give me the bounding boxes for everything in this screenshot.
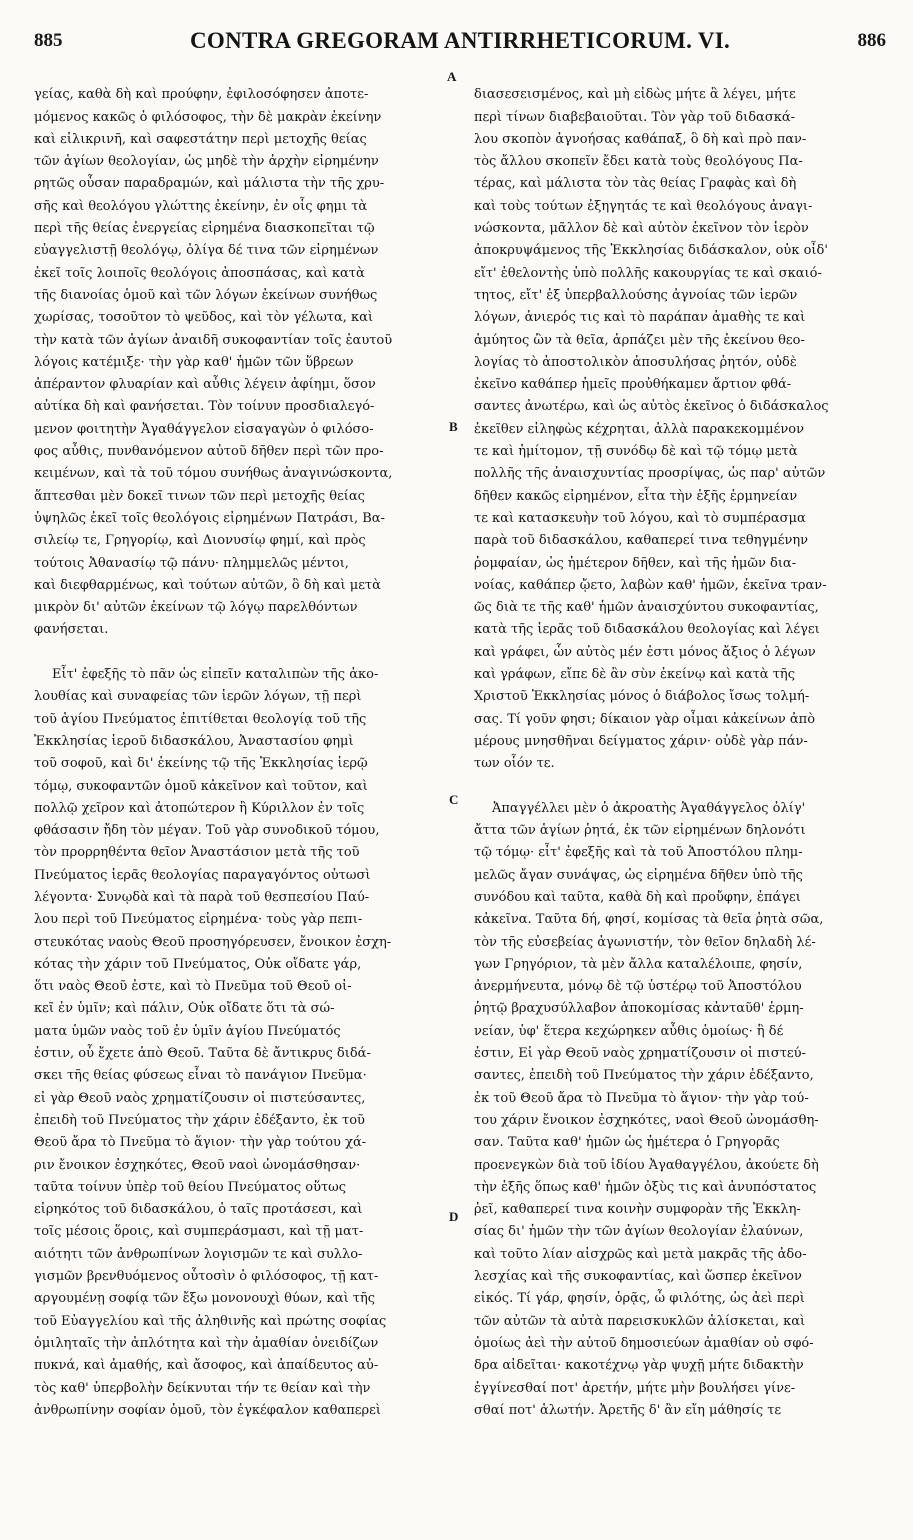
left-paragraph-2: Εἶτ' ἐφεξῆς τὸ πᾶν ὡς εἰπεῖν καταλιπὼν τῆς ἀκο- λουθίας καὶ συναφείας τῶν ἱερῶν λόγων, τῇ περὶ τοῦ ἁγίου Πνεύματος ἐπιτίθεται θεολογίᾳ τοῦ τῆς Ἐκκλησίας ἱεροῦ διδασκάλου, Ἀναστασίου φημὶ τοῦ σοφοῦ, καὶ δι' ἐκείνης τῷ τῆς Ἐκκλησίας ἱερῷ τόμῳ, συκοφαντῶν ὁμοῦ κἀκεῖνον καὶ τοῦτον, καὶ πολλῷ χεῖρον καὶ ἀτοπώτερον ἢ Κύριλλον ἐν τοῖς φθάσασιν ἤδη τὸν μέγαν. Τοῦ γὰρ συνοδικοῦ τόμου, τὸν προρρηθέντα θεῖον Ἀναστάσιον μετὰ τῆς τοῦ Πνεύματος ἱερᾶς θεολογίας παραγαγόντος οὑτωσὶ λέγοντα· Συνῳδὰ καὶ τὰ παρὰ τοῦ θεσπεσίου Παύ- λου περὶ τοῦ Πνεύματος εἰρημένα· τοὺς γὰρ πεπι- στευκότας ναοὺς Θεοῦ προσηγόρευσεν, ἔνοικον ἐσχη- κότας τὴν χάριν τοῦ Πνεύματος, Οὐκ οἴδατε γάρ, ὅτι ναὸς Θεοῦ ἐστε, καὶ τὸ Πνεῦμα τοῦ Θεοῦ οἰ- κεῖ ἐν ὑμῖν; καὶ πάλιν, Οὐκ οἴδατε ὅτι τὰ σώ- ματα ὑμῶν ναὸς τοῦ ἐν ὑμῖν ἁγίου Πνεύματός ἐστιν, οὗ ἔχετε ἀπὸ Θεοῦ. Ταῦτα δὲ ἄντικρυς διδά- σκει τῆς θείας φύσεως εἶναι τὸ πανάγιον Πνεῦμα· εἰ γὰρ Θεοῦ ναὸς χρηματίζουσιν οἱ πιστεύσαντες, ἐπειδὴ τοῦ Πνεύματος τὴν χάριν ἐδέξαντο, ἐκ τοῦ Θεοῦ ἄρα τὸ Πνεῦμα τὸ ἅγιον· τὴν γὰρ τούτου χά- ριν ἔνοικον ἐσχηκότες, Θεοῦ ναοὶ ὠνομάσθησαν· ταῦτα τοίνυν ὑπὲρ τοῦ θείου Πνεύματος οὕτως εἰρηκότος τοῦ διδασκάλου, ὁ ταῖς προτάσεσι, καὶ τοῖς μέσοις ὅροις, καὶ συμπεράσμασι, καὶ τῇ ματ- αιότητι τῶν ἀνθρωπίνων λογισμῶν τε καὶ συλλο- γισμῶν βρενθυόμενος οὗτοσὶν ὁ φιλόσοφος, τῇ κατ- αργουμένῃ σοφίᾳ τῶν ἔξω μονονουχὶ θύων, καὶ τῆς τοῦ Εὐαγγελίου καὶ τῆς ἀληθινῆς καὶ πρώτης σοφίας ὁμιληταῖς τὴν ἁπλότητα καὶ τὴν ἀμαθίαν ὀνειδίζων πυκνά, καὶ ἀμαθής, καὶ ἄσοφος, καὶ ἀπαίδευτος αὐ- τὸς καθ' ὑπερβολὴν δείκνυται τήν τε θείαν καὶ τὴν ἀνθρωπίνην σοφίαν ὁμοῦ, τὸν ἐγκέφαλον καθαπερεὶ [34,667,392,1418]
section-marker-b: B [449,419,458,434]
running-title: CONTRA GREGORAM ANTIRRHETICORUM. VI. [189,28,731,53]
left-column [34,62,442,1444]
page-number-right: 886 [857,30,886,51]
page-number-left: 885 [34,30,63,51]
right-paragraph-1: διασεσεισμένος, καὶ μὴ εἰδὼς μήτε ἃ λέγει, μήτε περὶ τίνων διαβεβαιοῦται. Τὸν γὰρ τοῦ διδασκά- λου σκοπὸν ἀγνοήσας καθάπαξ, ὃ δὴ καὶ πρὸ παν- τὸς ἄλλου σκοπεῖν ἔδει κατὰ τοὺς θεολόγους Πα- τέρας, καὶ μάλιστα τὸν τὰς θείας Γραφὰς καὶ δὴ καὶ τοὺς τούτων ἐξηγητάς τε καὶ θεολόγους ἀναγι- νώσκοντα, μᾶλλον δὲ καὶ αὐτὸν ἐκεῖνον τὸν ἱερὸν ἀποκρυψάμενος τῆς Ἐκκλησίας διδάσκαλον, οὐκ οἶδ' εἴτ' ἐθελοντὴς ὑπὸ πολλῆς κακουργίας τε καὶ σκαιό- τητος, εἴτ' ἐξ ὑπερβαλλούσης ἀγνοίας τῶν ἱερῶν λόγων, ἀνιερός τις καὶ τὸ παράπαν ἀμαθὴς τε καὶ ἀμύητος ὢν τὰ θεῖα, ἁρπάζει μὲν τῆς ἐκείνου θεο- λογίας τὸ ἀποστολικὸν ἀποσυλήσας ῥητόν, οὐδὲ ἐκεῖνο καθάπερ ἡμεῖς προὐθήκαμεν ἄρτιον φθά- σαντες ἀνωτέρω, καὶ ὡς αὐτὸς ἐκεῖνος ὁ διδάσκαλος ἐκεῖθεν εἰληφὼς κέχρηται, ἀλλὰ παρακεκομμένον τε καὶ ἡμίτομον, τῇ συνόδῳ δὲ καὶ τῷ τόμῳ μετὰ πολλῆς τῆς ἀναισχυντίας προσρίψας, ὡς παρ' αὐτῶν δῆθεν κακῶς εἰρημένον, εἶτα τὴν ἑξῆς ἑρμηνείαν τε καὶ κατασκευὴν τοῦ λόγου, καὶ τὸ συμπέρασμα παρὰ τοῦ διδασκάλου, καθαπερεί τινα τεθηγμένην ῥομφαίαν, ὡς ἡμέτερον δῆθεν, καὶ τῆς ἡμῶν δια- νοίας, καθάπερ ᾤετο, λαβὼν καθ' ἡμῶν, ἐκεῖνα τραν- ῶς διὰ τε τῆς καθ' ἡμῶν ἀναισχύντου συκοφαντίας, κατὰ τῆς ἱερᾶς τοῦ διδασκάλου θεολογίας καὶ λέγει καὶ γράφει, ὧν αὐτὸς μέν ἐστι μόνος ἄξιος ὁ λέγων καὶ γράφων, εἴπε δὲ ἂν σὺν ἐκείνῳ καὶ κατὰ τῆς Χριστοῦ Ἐκκλησίας μόνος ὁ διάβολος ἴσως τολμή- σας. Τί γοῦν φησι; δίκαιον γὰρ οἶμαι κἀκείνων ἀπὸ μέρους μνησθῆναι δείγματος χάριν· οὐδὲ γὰρ πάν- των οἷόν τε. [474,87,829,772]
right-paragraph-2: Ἀπαγγέλλει μὲν ὁ ἀκροατὴς Ἀγαθάγγελος ὀλίγ' ἄττα τῶν ἁγίων ῥητά, ἐκ τῶν εἰρημένων δηλονότι τῷ τόμῳ· εἶτ' ἐφεξῆς καὶ τὰ τοῦ Ἀποστόλου πλημ- μελῶς ἄγαν συνάψας, ὡς εἰρημένα δῆθεν ὑπὸ τῆς συνόδου καὶ ταῦτα, καθὰ δὴ καὶ προὔφην, ἐπάγει κἀκεῖνα. Ταῦτα δή, φησί, κομίσας τὰ θεῖα ῥητὰ σῶα, τὸν τῆς εὐσεβείας ἀγωνιστήν, τὸν θεῖον δηλαδὴ λέ- γων Γρηγόριον, τὰ μὲν ἄλλα καταλέλοιπε, φησίν, ἀνερμήνευτα, μόνῳ δὲ τῷ ὑστέρῳ τοῦ Ἀποστόλου ῥητῷ βραχυσύλλαβον ἀποκομίσας κἀνταῦθ' ἑρμη- νείαν, ὑφ' ἕτερα κεχώρηκεν αὖθις ὁμοίως· ἣ δέ ἐστιν, Εἰ γὰρ Θεοῦ ναὸς χρηματίζουσιν οἱ πιστεύ- σαντες, ἐπειδὴ τοῦ Πνεύματος τὴν χάριν ἐδέξαντο, ἐκ τοῦ Θεοῦ ἄρα τὸ Πνεῦμα τὸ ἅγιον· τὴν γὰρ τού- του χάριν ἔνοικον ἐσχηκότες, ναοὶ Θεοῦ ὠνομάσθη- σαν. Ταῦτα καθ' ἡμῶν ὡς ἡμέτερα ὁ Γρηγορᾶς προενεγκὼν διὰ τοῦ ἰδίου Ἀγαθαγγέλου, ἀκούετε δὴ τὴν ἑξῆς ὅπως καθ' ἡμῶν ὀξὺς τις καὶ ἀνυπόστατος ῥεῖ, καθαπερεί τινα κοινὴν συμφορὰν τῆς Ἐκκλη- σίας δι' ἡμῶν τὴν τῶν ἁγίων θεολογίαν ἐλαύνων, καὶ τοῦτο λίαν αἰσχρῶς καὶ μετὰ μακρᾶς τῆς ἀδο- λεσχίας καὶ τῆς συκοφαντίας, καὶ ὥσπερ ἐκεῖνον εἰκός. Τί γάρ, φησίν, ὁρᾷς, ὦ φιλότης, ὡς ἀεὶ περὶ τῶν αὐτῶν τὰ αὐτὰ παρεισκυκλῶν ἁλίσκεται, καὶ ὁμοίως ἀεὶ τὴν αὐτοῦ δημοσιεύων ἀμαθίαν οὐ σφό- δρα αἰδεῖται· κακοτέχνῳ γὰρ ψυχῇ μήτε διδακτὴν ἐγγίνεσθαί ποτ' ἀρετήν, μήτε μὴν βουλήσει γίνε- σθαί ποτ' ἁλωτήν. Ἀρετῆς δ' ἂν εἴη μάθησίς τε [474,800,824,1418]
page-header [34,22,886,56]
section-marker-c: C [449,792,459,807]
left-paragraph-1: γείας, καθὰ δὴ καὶ προύφην, ἐφιλοσόφησεν ἀποτε- μόμενος κακῶς ὁ φιλόσοφος, τὴν δὲ μακρὰν ἐκείνην καὶ εἰλικρινῆ, καὶ σαφεστάτην περὶ μετοχῆς θείας τῶν ἁγίων θεολογίαν, ὡς μηδὲ τὴν ἀρχὴν εἰρημένην ρητῶς οὖσαν παραδραμών, καὶ μάλιστα τὴν τῆς χρυ- σῆς καὶ θεολόγου γλώττης ἐκείνην, ἐν οἷς φημι τὰ περὶ τῆς θείας ἐνεργείας εἰρημένα διασκοπεῖται τῷ εὐαγγελιστῇ θεολόγῳ, ὀλίγα δέ τινα τῶν εἰρημένων ἐκεῖ τοῖς λοιποῖς θεολόγοις ἀποσπάσας, καὶ κατὰ τῆς διανοίας ὁμοῦ καὶ τῶν λόγων ἐκείνων συνήθως χωρίσας, τοσοῦτον τὸ ψεῦδος, καὶ τὸν γέλωτα, καὶ τὴν κατὰ τῶν ἁγίων ἀναιδῆ συκοφαντίαν τοῖς ἑαυτοῦ λόγοις κατέμιξε· τὴν γὰρ καθ' ἡμῶν τῶν ὕβρεων ἀπέραντον φλυαρίαν καὶ αὖθις λέγειν ἀφίημι, ὅσον αὐτίκα δὴ καὶ φανήσεται. Τὸν τοίνυν προσδιαλεγό- μενον φοιτητὴν Ἀγαθάγγελον εἰσαγαγὼν ὁ φιλόσο- φος αὖθις, πυνθανόμενον αὐτοῦ δῆθεν περὶ τῶν προ- κειμένων, καὶ τὰ τοῦ τόμου συνήθως ἀναγινώσκοντα, ἅπτεσθαι μὲν δοκεῖ τινων τῶν περὶ μετοχῆς θείας ὑψηλῶς ἐκεῖ τοῖς θεολόγοις εἰρημένων Πατράσι, Βα- σιλείῳ τε, Γρηγορίῳ, καὶ Διονυσίῳ φημί, καὶ πρὸς τούτοις Ἀθανασίῳ τῷ πάνυ· πλημμελῶς μέντοι, καὶ διεφθαρμένως, καὶ τούτων αὐτῶν, ὃ δὴ καὶ μετὰ μικρὸν δι' αὐτῶν ἐκείνων τῷ λόγῳ παρελθόντων φανήσεται. [34,87,393,638]
section-marker-a: A [447,69,457,84]
section-marker-d: D [449,1209,459,1224]
right-column [474,62,882,1444]
